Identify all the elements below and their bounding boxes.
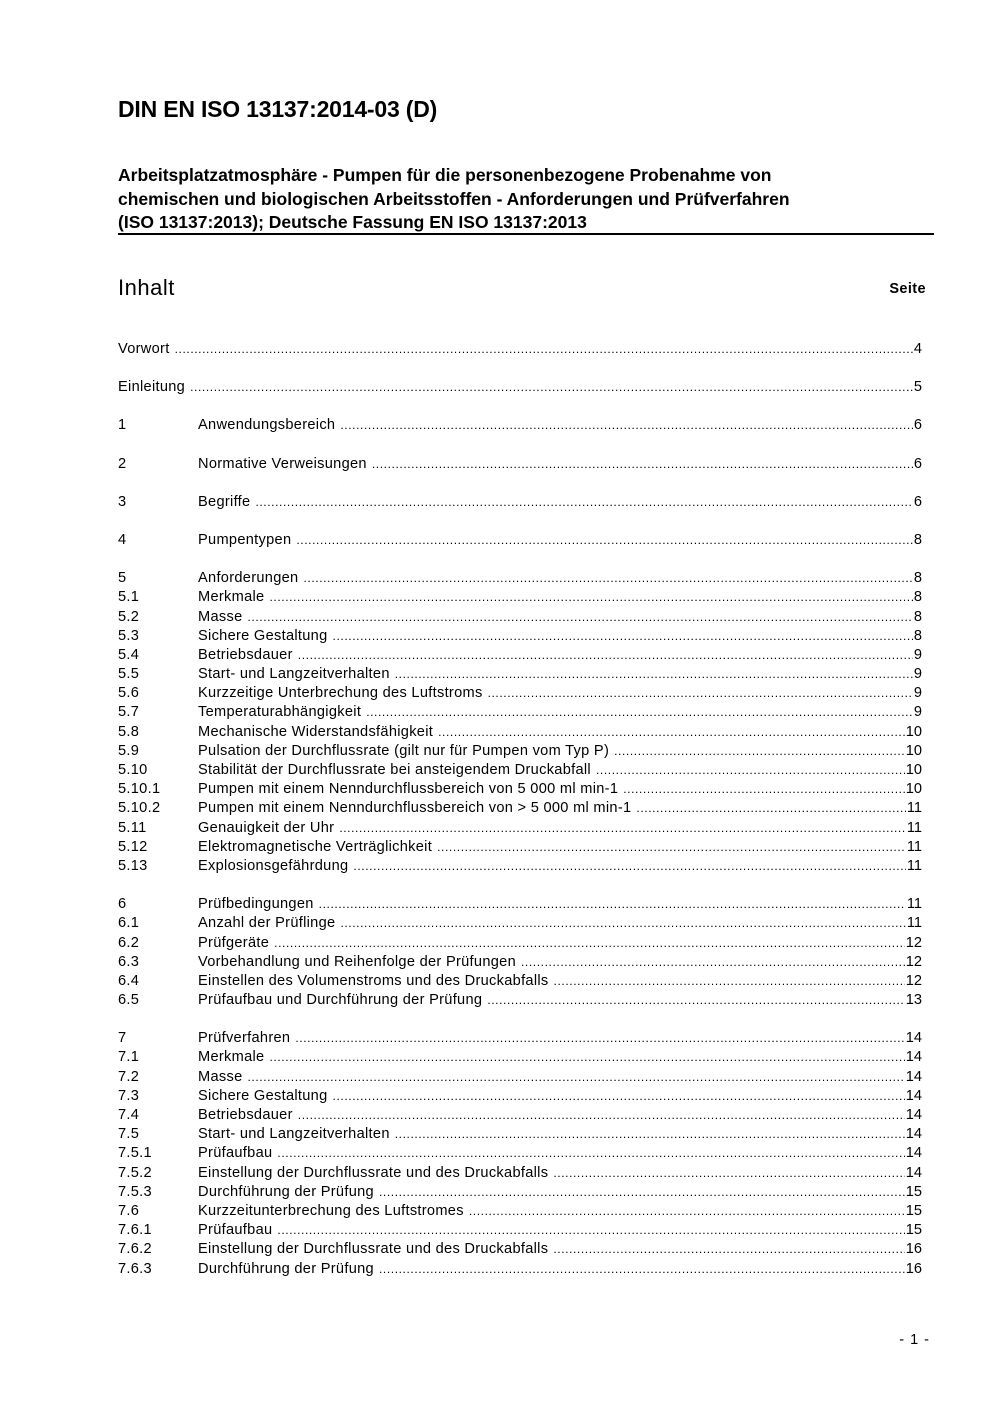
toc-entry-title: Masse (198, 608, 243, 625)
toc-entry-page: 12 (905, 972, 922, 989)
toc-dot-leader (303, 569, 912, 588)
toc-dot-leader (366, 703, 913, 722)
toc-dot-leader (190, 378, 913, 397)
toc-entry-page: 16 (905, 1241, 922, 1258)
toc-entry[interactable] (118, 588, 922, 607)
toc-entry[interactable] (118, 1144, 922, 1163)
toc-dot-leader (269, 1048, 904, 1067)
toc-entry-page: 11 (906, 915, 922, 932)
toc-entry[interactable] (118, 1260, 922, 1279)
toc-entry-page: 14 (905, 1126, 922, 1143)
toc-entry-number: 7.6.1 (118, 1222, 152, 1239)
toc-entry-number: 7 (118, 1030, 127, 1047)
toc-entry-title: Durchführung der Prüfung (198, 1183, 374, 1200)
toc-entry-number: 7.5.3 (118, 1183, 152, 1200)
toc-dot-leader (296, 531, 913, 550)
toc-entry-title: Elektromagnetische Verträglichkeit (198, 838, 433, 855)
toc-entry[interactable] (118, 991, 922, 1010)
toc-entry[interactable] (118, 703, 922, 722)
toc-dot-leader (319, 895, 906, 914)
toc-entry-title: Start- und Langzeitverhalten (198, 666, 390, 683)
document-id: DIN EN ISO 13137:2014-03 (D) (118, 96, 438, 122)
toc-entry-title: Pumpentypen (198, 531, 292, 548)
toc-entry-page: 8 (913, 627, 922, 644)
toc-dot-leader (614, 742, 905, 761)
toc-entry-title: Betriebsdauer (198, 646, 293, 663)
toc-dot-leader (353, 857, 905, 876)
toc-entry-title: Vorbehandlung und Reihenfolge der Prüfungen (198, 953, 516, 970)
toc-entry-number: 5.5 (118, 666, 140, 683)
toc-dot-leader (298, 1106, 905, 1125)
toc-dot-leader (333, 627, 913, 646)
toc-heading: Inhalt (118, 275, 175, 300)
toc-dot-leader (175, 340, 913, 359)
toc-entry-title: Prüfgeräte (198, 934, 270, 951)
toc-entry-number: 5.12 (118, 838, 148, 855)
toc-entry[interactable] (118, 742, 922, 761)
toc-dot-leader (277, 1144, 904, 1163)
toc-entry[interactable] (118, 378, 922, 397)
toc-entry-page: 11 (906, 896, 922, 913)
toc-dot-leader (395, 1125, 905, 1144)
toc-entry-number: 5.10 (118, 762, 148, 778)
toc-entry-number: 5.3 (118, 627, 140, 644)
toc-entry-title: Einstellung der Durchflussrate und des Druckabfalls (198, 1241, 549, 1258)
toc-entry-title: Pumpen mit einem Nenndurchflussbereich von > 5 000 ml min-1 (198, 800, 632, 817)
toc-dot-leader (596, 761, 905, 780)
toc-entry-page: 6 (913, 455, 922, 472)
toc-dot-leader (488, 684, 913, 703)
toc-entry-title: Betriebsdauer (198, 1107, 293, 1123)
toc-entry-number: 5.7 (118, 704, 140, 721)
toc-dot-leader (274, 934, 905, 953)
toc-entry[interactable] (118, 1125, 922, 1144)
toc-dot-leader (255, 493, 912, 512)
toc-entry-page: 15 (905, 1202, 922, 1219)
toc-dot-leader (553, 1240, 904, 1259)
toc-entry-page: 10 (905, 762, 922, 778)
toc-entry-number: 7.1 (118, 1049, 140, 1066)
toc-dot-leader (372, 455, 913, 474)
toc-dot-leader (438, 723, 905, 742)
toc-entry-title: Start- und Langzeitverhalten (198, 1126, 390, 1143)
toc-entry-number: 5.13 (118, 857, 148, 874)
toc-dot-leader (437, 838, 906, 857)
toc-entry[interactable] (118, 1068, 922, 1087)
toc-entry[interactable] (118, 723, 922, 742)
toc-entry-number: 7.6.2 (118, 1241, 152, 1258)
toc-entry[interactable] (118, 914, 922, 933)
toc-entry-number: 6.2 (118, 934, 140, 951)
toc-entry[interactable] (118, 416, 922, 435)
toc-entry-page: 15 (905, 1183, 922, 1200)
toc-entry-title: Prüfbedingungen (198, 896, 314, 913)
toc-dot-leader (247, 1068, 904, 1087)
toc-entry-page: 11 (906, 838, 922, 855)
toc-dot-leader (521, 953, 905, 972)
toc-entry-title: Einstellung der Durchflussrate und des Druckabfalls (198, 1164, 549, 1181)
toc-entry-page: 14 (905, 1049, 922, 1066)
toc-entry-title: Kurzzeitunterbrechung des Luftstromes (198, 1202, 464, 1219)
toc-entry[interactable] (118, 895, 922, 914)
toc-entry-page: 8 (913, 608, 922, 625)
toc-entry-number: 2 (118, 455, 127, 472)
toc-entry-number: 7.5.1 (118, 1145, 152, 1162)
toc-entry[interactable] (118, 1240, 922, 1259)
toc-entry-page: 13 (905, 992, 922, 1009)
toc-dot-leader (340, 416, 913, 435)
toc-entry-number: 6 (118, 896, 127, 913)
toc-entry-title: Normative Verweisungen (198, 455, 367, 472)
toc-dot-leader (333, 1087, 905, 1106)
toc-entry-number: 4 (118, 531, 127, 548)
toc-entry-title: Mechanische Widerstandsfähigkeit (198, 723, 434, 740)
toc-entry-number: 6.5 (118, 992, 140, 1009)
toc-entry[interactable] (118, 1087, 922, 1106)
toc-entry-title: Prüfaufbau (198, 1222, 273, 1239)
toc-entry-title: Prüfverfahren (198, 1030, 291, 1047)
toc-entry-page: 14 (905, 1164, 922, 1181)
toc-entry-title: Pulsation der Durchflussrate (gilt nur für Pumpen vom Typ P) (198, 742, 610, 759)
toc-entry-title: Stabilität der Durchflussrate bei ansteigendem Druckabfall (198, 762, 591, 778)
toc-entry-title: Prüfaufbau (198, 1145, 273, 1162)
toc-entry-title: Pumpen mit einem Nenndurchflussbereich von 5 000 ml min-1 (198, 781, 619, 798)
toc-entry-number: 7.6.3 (118, 1260, 152, 1277)
toc-entry-page: 14 (905, 1068, 922, 1085)
toc-entry-page: 11 (906, 857, 922, 874)
toc-page-column-label: Seite (889, 281, 926, 297)
toc-entry[interactable] (118, 455, 922, 474)
toc-dot-leader (623, 780, 905, 799)
page-number: - 1 - (899, 1332, 930, 1348)
toc-entry[interactable] (118, 799, 922, 818)
toc-dot-leader (295, 1029, 904, 1048)
toc-entry[interactable] (118, 953, 922, 972)
toc-entry-number: 6.3 (118, 953, 140, 970)
toc-entry-page: 16 (905, 1260, 922, 1277)
toc-entry-title: Anzahl der Prüflinge (198, 915, 336, 932)
toc-entry-page: 6 (913, 417, 922, 434)
toc-dot-leader (298, 646, 913, 665)
toc-entry-page: 10 (905, 742, 922, 759)
toc-dot-leader (379, 1260, 905, 1279)
toc-entry-number: 5.1 (118, 589, 140, 606)
toc-entry-page: 12 (905, 953, 922, 970)
toc-entry[interactable] (118, 684, 922, 703)
toc-entry-number: 5.6 (118, 685, 140, 702)
toc-dot-leader (469, 1202, 905, 1221)
toc-entry-number: 5 (118, 570, 127, 587)
toc-dot-leader (395, 665, 913, 684)
toc-entry-title: Durchführung der Prüfung (198, 1260, 374, 1277)
toc-entry-title: Merkmale (198, 1049, 265, 1066)
toc-entry-number: 5.2 (118, 608, 140, 625)
toc-dot-leader (340, 914, 905, 933)
toc-entry[interactable] (118, 1183, 922, 1202)
toc-dot-leader (379, 1183, 905, 1202)
toc-entry[interactable] (118, 934, 922, 953)
toc-entry-number: 5.10.2 (118, 800, 161, 817)
toc-entry-title: Prüfaufbau und Durchführung der Prüfung (198, 992, 483, 1009)
toc-dot-leader (277, 1221, 904, 1240)
toc-entry-page: 4 (913, 341, 922, 357)
toc-entry-number: 6.4 (118, 972, 140, 989)
toc-entry-number: 7.5 (118, 1126, 140, 1143)
toc-dot-leader (269, 588, 912, 607)
toc-entry-page: 14 (905, 1030, 922, 1047)
toc-entry-page: 14 (905, 1087, 922, 1104)
toc-entry-title: Anforderungen (198, 570, 299, 587)
toc-entry-number: 6.1 (118, 915, 140, 932)
toc-entry-page: 10 (905, 723, 922, 740)
toc-entry-page: 9 (913, 685, 922, 702)
toc-entry-title: Anwendungsbereich (198, 417, 336, 434)
toc-entry-number: 7.5.2 (118, 1164, 152, 1181)
toc-entry-page: 14 (905, 1107, 922, 1123)
document-title-line: (ISO 13137:2013); Deutsche Fassung EN ISO 13137:2013 (118, 212, 587, 232)
toc-entry[interactable] (118, 1106, 922, 1125)
document-title-line: Arbeitsplatzatmosphäre - Pumpen für die personenbezogene Probenahme von (118, 165, 772, 185)
toc-entry[interactable] (118, 780, 922, 799)
toc-entry[interactable] (118, 1164, 922, 1183)
toc-entry-title: Temperaturabhängigkeit (198, 704, 362, 721)
toc-entry[interactable] (118, 531, 922, 550)
toc-entry-number: 5.9 (118, 742, 140, 759)
toc-entry-page: 10 (905, 781, 922, 798)
table-of-contents (118, 340, 922, 1279)
toc-entry-title: Begriffe (198, 493, 251, 510)
toc-entry[interactable] (118, 665, 922, 684)
toc-entry-page: 9 (913, 666, 922, 683)
toc-entry-page: 15 (905, 1222, 922, 1239)
toc-entry-page: 11 (906, 800, 922, 817)
toc-entry[interactable] (118, 838, 922, 857)
toc-entry-number: 5.10.1 (118, 781, 161, 798)
toc-entry[interactable] (118, 627, 922, 646)
document-title (118, 164, 918, 235)
toc-entry-number: 3 (118, 493, 127, 510)
toc-entry-page: 5 (913, 379, 922, 396)
toc-dot-leader (554, 972, 905, 991)
toc-entry[interactable] (118, 340, 922, 359)
toc-entry[interactable] (118, 569, 922, 588)
toc-entry-title: Kurzzeitige Unterbrechung des Luftstroms (198, 685, 483, 702)
toc-entry-number: 5.11 (118, 819, 147, 836)
toc-entry-title: Masse (198, 1068, 243, 1085)
toc-entry-page: 9 (913, 646, 922, 663)
toc-entry-page: 12 (905, 934, 922, 951)
toc-entry-number: 7.4 (118, 1107, 140, 1123)
toc-entry-number: 5.4 (118, 646, 140, 663)
toc-entry[interactable] (118, 972, 922, 991)
toc-entry-title: Einstellen des Volumenstroms und des Druckabfalls (198, 972, 549, 989)
toc-entry-number: 7.2 (118, 1068, 140, 1085)
toc-entry-number: 5.8 (118, 723, 140, 740)
toc-entry[interactable] (118, 761, 922, 780)
toc-dot-leader (636, 799, 905, 818)
toc-entry-number: 7.3 (118, 1087, 140, 1104)
toc-entry[interactable] (118, 493, 922, 512)
title-divider (118, 233, 934, 235)
toc-entry[interactable] (118, 857, 922, 876)
toc-entry[interactable] (118, 1029, 922, 1048)
toc-entry-page: 11 (906, 819, 922, 836)
toc-entry-title: Einleitung (118, 379, 186, 396)
toc-entry-number: 7.6 (118, 1202, 140, 1219)
toc-entry-title: Vorwort (118, 341, 170, 357)
toc-entry-page: 8 (913, 531, 922, 548)
toc-entry-title: Merkmale (198, 589, 265, 606)
toc-dot-leader (339, 819, 906, 838)
toc-entry[interactable] (118, 819, 922, 838)
toc-entry[interactable] (118, 646, 922, 665)
toc-dot-leader (487, 991, 904, 1010)
toc-entry[interactable] (118, 1202, 922, 1221)
toc-entry-title: Sichere Gestaltung (198, 627, 328, 644)
toc-entry[interactable] (118, 1048, 922, 1067)
toc-entry-page: 9 (913, 704, 922, 721)
toc-dot-leader (553, 1164, 904, 1183)
toc-entry-title: Explosionsgefährdung (198, 857, 349, 874)
toc-entry[interactable] (118, 1221, 922, 1240)
toc-entry-number: 1 (118, 417, 127, 434)
toc-entry-page: 14 (905, 1145, 922, 1162)
toc-dot-leader (247, 608, 912, 627)
toc-entry-title: Sichere Gestaltung (198, 1087, 328, 1104)
document-title-line: chemischen und biologischen Arbeitsstoffen - Anforderungen und Prüfverfahren (118, 188, 790, 209)
toc-entry-page: 8 (913, 589, 922, 606)
toc-entry-page: 8 (913, 570, 922, 587)
toc-entry-page: 6 (913, 493, 922, 510)
toc-entry-title: Genauigkeit der Uhr (198, 819, 335, 836)
toc-entry[interactable] (118, 608, 922, 627)
